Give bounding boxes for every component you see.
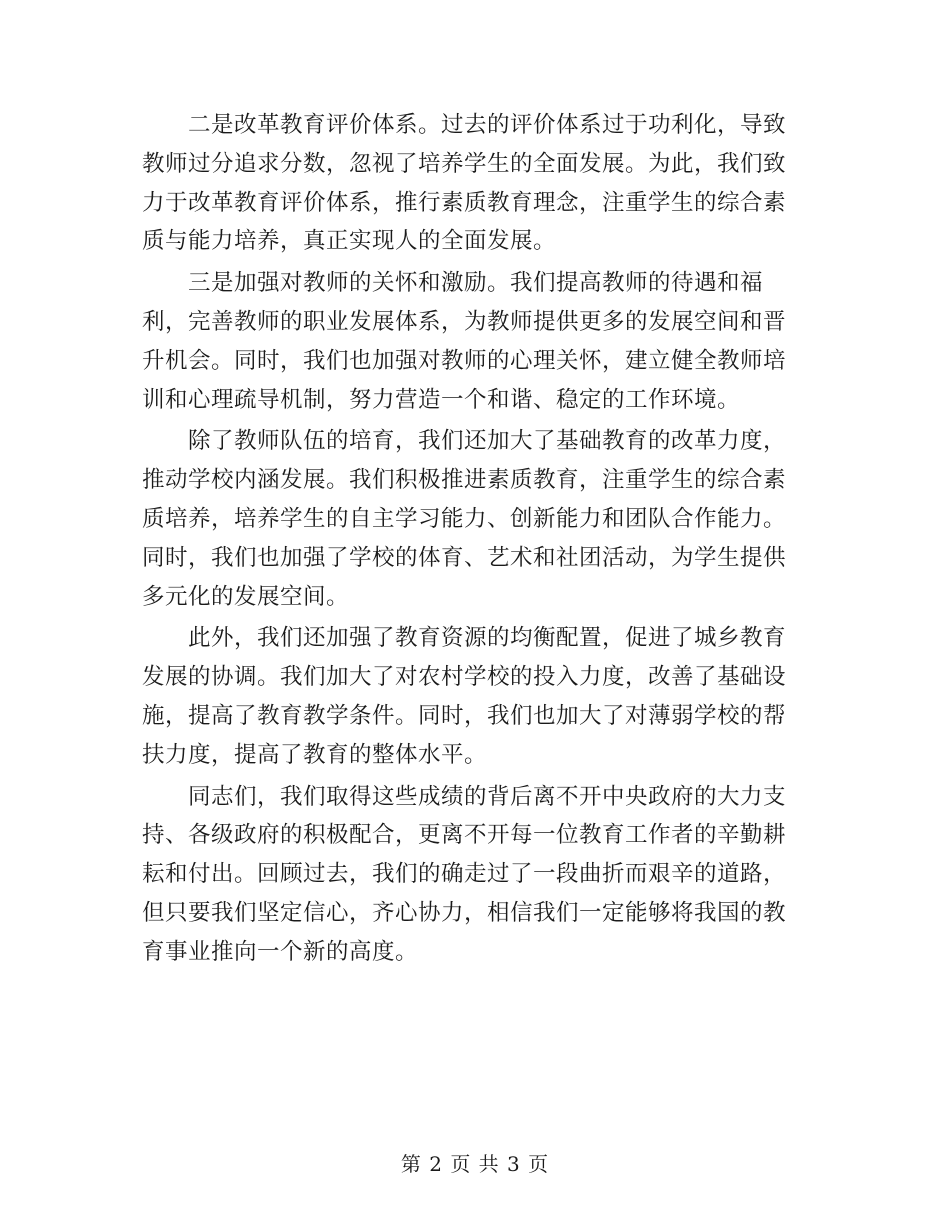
text-line: 推动学校内涵发展。我们积极推进素质教育，注重学生的综合素 [142, 467, 787, 494]
document-body [142, 106, 802, 975]
paragraph [142, 778, 802, 972]
paragraph [142, 422, 802, 616]
text-line: 此外，我们还加强了教育资源的均衡配置，促进了城乡教育 [188, 625, 787, 652]
text-line: 育事业推向一个新的高度。 [142, 938, 419, 965]
text-line: 利，完善教师的职业发展体系，为教师提供更多的发展空间和晋 [142, 308, 787, 335]
text-line: 训和心理疏导机制，努力营造一个和谐、稳定的工作环境。 [142, 386, 741, 413]
text-line: 施，提高了教育教学条件。同时，我们也加大了对薄弱学校的帮 [142, 702, 787, 729]
text-line: 发展的协调。我们加大了对农村学校的投入力度，改善了基础设 [142, 664, 787, 691]
text-line: 持、各级政府的积极配合，更离不开每一位教育工作者的辛勤耕 [142, 822, 787, 849]
text-line: 教师过分追求分数，忽视了培养学生的全面发展。为此，我们致 [142, 150, 787, 177]
text-line: 扶力度，提高了教育的整体水平。 [142, 741, 488, 768]
text-line: 但只要我们坚定信心，齐心协力，相信我们一定能够将我国的教 [142, 899, 787, 926]
text-line: 同时，我们也加强了学校的体育、艺术和社团活动，为学生提供 [142, 544, 787, 571]
text-line: 三是加强对教师的关怀和激励。我们提高教师的待遇和福 [188, 270, 764, 297]
text-line: 升机会。同时，我们也加强对教师的心理关怀，建立健全教师培 [142, 347, 787, 374]
text-line: 耘和付出。回顾过去，我们的确走过了一段曲折而艰辛的道路， [142, 861, 787, 888]
text-line: 质与能力培养，真正实现人的全面发展。 [142, 228, 557, 255]
paragraph [142, 106, 802, 261]
page-number-footer: 第 2 页 共 3 页 [400, 1152, 550, 1176]
paragraph [142, 619, 802, 774]
text-line: 二是改革教育评价体系。过去的评价体系过于功利化，导致 [188, 112, 787, 138]
paragraph [142, 264, 802, 419]
text-line: 力于改革教育评价体系，推行素质教育理念，注重学生的综合素 [142, 189, 787, 216]
text-line: 除了教师队伍的培育，我们还加大了基础教育的改革力度， [188, 428, 787, 455]
text-line: 质培养，培养学生的自主学习能力、创新能力和团队合作能力。 [142, 505, 787, 532]
text-line: 同志们，我们取得这些成绩的背后离不开中央政府的大力支 [188, 783, 787, 810]
text-line: 多元化的发展空间。 [142, 583, 350, 610]
